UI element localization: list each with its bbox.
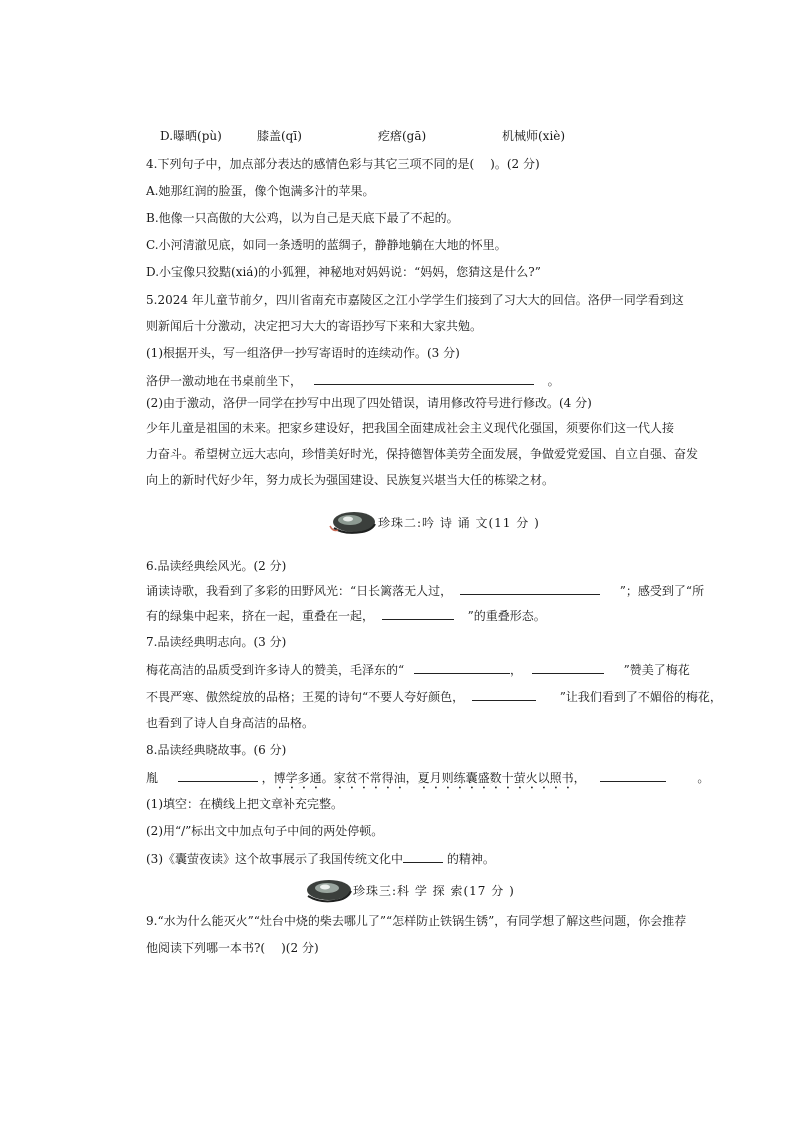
q3d-word-2: 疙瘩(gā) [378,129,427,143]
q9-line2: 他阅读下列哪一本书?( )(2 分) [146,941,319,955]
section-3-title: 珍珠三:科 学 探 索(17 分 ) [353,883,515,898]
q5-sub1: (1)根据开头，写一组洛伊一抄写寄语时的连续动作。(3 分) [146,346,460,360]
q7-stem: 7.品读经典明志向。(3 分) [146,635,287,649]
q3d-word-3: 机械师(xiè) [502,129,566,143]
q5-passage-line1: 少年儿童是祖国的未来。把家乡建设好，把我国全面建成社会主义现代化强国，须要你们这一代人接 [146,421,675,435]
q6-blank-2[interactable] [382,607,454,620]
q4-stem: 4.下列句子中，加点部分表达的感情色彩与其它三项不同的是( )。(2 分) [146,157,540,171]
q7-line1: 梅花高洁的品质受到许多诗人的赞美，毛泽东的“ ， ”赞美了梅花 [146,663,690,677]
pearl-shell-icon [328,508,378,536]
q6-blank-1[interactable] [460,582,600,595]
q7-blank-3[interactable] [472,688,536,701]
section-2-title: 珍珠二:吟 诗 诵 文(11 分 ) [378,515,540,530]
q4-option-d: D.小宝像只狡黠(xiá)的小狐狸，神秘地对妈妈说：“妈妈，您猜这是什么?” [146,265,541,279]
q5-stem-line2: 则新闻后十分激动，决定把习大大的寄语抄写下来和大家共勉。 [146,319,483,333]
q6-stem: 6.品读经典绘风光。(2 分) [146,559,287,573]
q8-blank-3[interactable] [403,850,443,863]
q6-line2: 有的绿集中起来，挤在一起，重叠在一起， ”的重叠形态。 [146,609,546,623]
q5-passage-line2: 力奋斗。希望树立远大志向，珍惜美好时光，保持德智体美劳全面发展，争做爱党爱国、自立自强、奋发 [146,447,699,461]
q5-sub1-fill: 洛伊一激动地在书桌前坐下， 。 [146,374,560,388]
q9-line1: 9.“水为什么能灭火”“灶台中烧的柴去哪儿了”“怎样防止铁锅生锈”，有同学想了解这些问题，你会推荐 [146,914,687,928]
q5-stem-line1: 5.2024 年儿童节前夕，四川省南充市嘉陵区之江小学学生们接到了习大大的回信。洛伊一同学看到这 [146,293,684,307]
q3d-word-1: 膝盖(qī) [257,129,302,143]
q7-blank-1[interactable] [414,661,510,674]
q4-option-b: B.他像一只高傲的大公鸡，以为自己是天底下最了不起的。 [146,211,459,225]
q5-sub2: (2)由于激动，洛伊一同学在抄写中出现了四处错误，请用修改符号进行修改。(4 分) [146,396,592,410]
q8-sub3: (3)《囊萤夜读》这个故事展示了我国传统文化中 的精神。 [146,852,495,866]
q7-blank-2[interactable] [532,661,604,674]
q8-sub1: (1)填空：在横线上把文章补充完整。 [146,797,343,811]
q7-line3: 也看到了诗人自身高洁的品格。 [146,716,315,730]
q6-line1: 诵读诗歌，我看到了多彩的田野风光：“日长篱落无人过， ”；感受到了“所 [146,584,705,598]
q3-option-d [160,128,222,144]
q8-blank-2[interactable] [600,769,666,782]
q8-sub2: (2)用“/”标出文中加点句子中间的两处停顿。 [146,824,384,838]
q8-passage: 胤 ，博学多通。家贫不常得油，夏月则练囊盛数十萤火以照书， 。 [146,771,710,785]
pearl-shell-icon [303,876,353,904]
q8-stem: 8.品读经典晓故事。(6 分) [146,743,287,757]
q4-option-a: A.她那红润的脸蛋，像个饱满多汁的苹果。 [146,184,375,198]
q5-answer-blank[interactable] [314,372,534,385]
section-3-header [303,876,515,904]
q3d-label: D.曝晒(pù) [160,129,222,143]
q7-line2: 不畏严寒、傲然绽放的品格；王冕的诗句“不要人夸好颜色， ”让我们看到了不媚俗的梅花， [146,690,722,704]
q8-blank-1[interactable] [178,769,258,782]
section-2-header [328,508,540,536]
q4-option-c: C.小河清澈见底，如同一条透明的蓝绸子，静静地躺在大地的怀里。 [146,238,507,252]
q5-passage-line3: 向上的新时代好少年，努力成长为强国建设、民族复兴堪当大任的栋梁之材。 [146,473,555,487]
